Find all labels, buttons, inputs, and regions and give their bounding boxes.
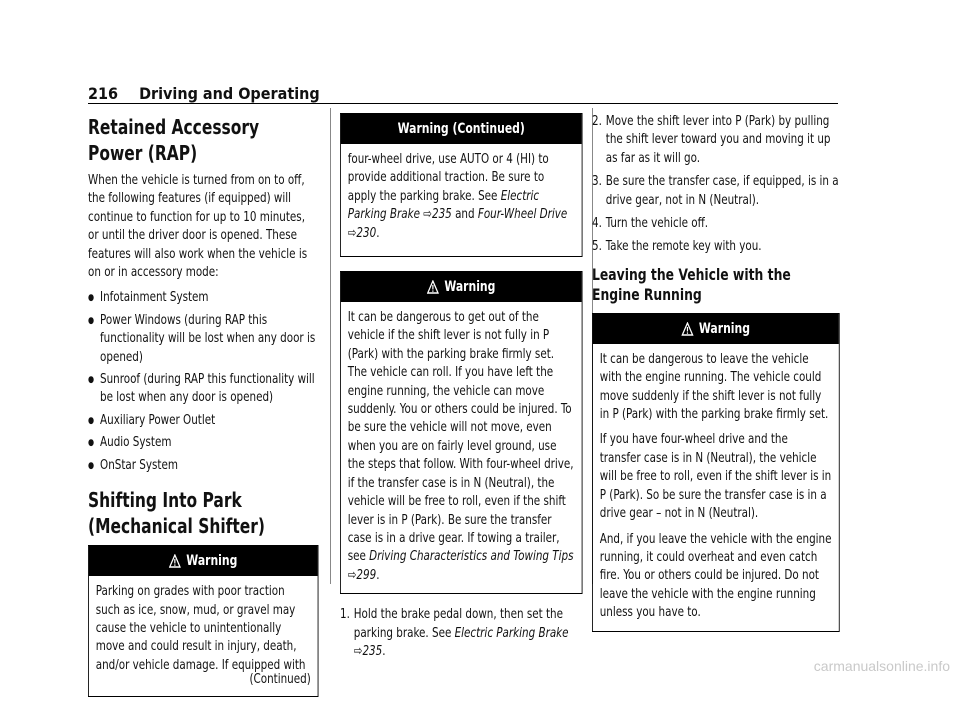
warning-label: Warning	[186, 553, 238, 570]
rap-heading: Retained Accessory Power (RAP)	[88, 115, 260, 165]
list-item: 2. Move the shift lever into P (Park) by pulling the shift lever toward you and moving it up as far as it will go.	[592, 114, 831, 166]
list-item: ● OnStar System	[88, 457, 318, 475]
page-link[interactable]: 299	[356, 567, 377, 583]
column-2	[340, 113, 583, 666]
park-steps-list	[340, 606, 583, 661]
list-item: 4. Turn the vehicle off.	[592, 216, 709, 232]
watermark: carmanualsonline.info	[813, 658, 950, 674]
column-3	[592, 113, 840, 642]
warning-text: four-wheel drive, use AUTO or 4 (HI) to provide additional traction. Be sure to apply the parking brake. See Electric Parking Brake ⇨235 and Four-Wheel Drive ⇨230.	[347, 152, 568, 241]
park-heading: Shifting Into Park (Mechanical Shifter)	[88, 488, 266, 539]
page-reference-link[interactable]: Electric Parking Brake	[454, 625, 569, 641]
page-link[interactable]: 235	[431, 207, 452, 223]
running-header	[88, 84, 320, 103]
column-divider-1	[330, 108, 331, 584]
column-1	[88, 114, 318, 707]
list-item: 1. Hold the brake pedal down, then set the parking brake. See Electric Parking Brake ⇨235.	[340, 607, 569, 659]
warning-header	[341, 272, 582, 302]
list-item: ● Auxiliary Power Outlet	[88, 412, 318, 430]
warning-label: Warning	[698, 320, 750, 337]
header-rule	[88, 103, 838, 104]
list-item: ● Power Windows (during RAP this functionality will be lost when any door is opened)	[88, 312, 318, 367]
warning-box-continued	[340, 113, 583, 257]
page-reference-link[interactable]: Four-Wheel Drive	[477, 207, 568, 223]
section-title: Driving and Operating	[139, 84, 320, 103]
list-item: 5. Take the remote key with you.	[592, 239, 762, 255]
rap-feature-list	[88, 289, 318, 475]
warning-box-engine-running	[592, 313, 840, 632]
page-reference-arrow-icon: ⇨	[423, 207, 432, 223]
page-reference-arrow-icon: ⇨	[347, 225, 357, 241]
warning-text: It can be dangerous to leave the vehicle with the engine running. The vehicle could move suddenly if the shift lever is not fully in P (Park) with the parking brake firmly set.	[599, 351, 829, 423]
page-reference-link[interactable]: Driving Characteristics and Towing Tips	[369, 549, 574, 565]
page-link[interactable]: 235	[362, 643, 383, 659]
warning-box-parking-grades	[88, 545, 318, 696]
continued-label: (Continued)	[249, 672, 311, 688]
leaving-heading: Leaving the Vehicle with the Engine Running	[592, 264, 791, 304]
warning-triangle-icon	[427, 275, 439, 305]
list-item: ● Infotainment System	[88, 289, 318, 307]
warning-header: Warning (Continued)	[341, 114, 582, 144]
warning-triangle-icon	[169, 549, 181, 579]
warning-header	[593, 314, 839, 344]
warning-text: And, if you leave the vehicle with the engine running, it could overheat and even catch fire. You or others could be injured. Do not leave the vehicle with the engine running unless you have to.	[599, 531, 832, 621]
park-steps-list-continued	[592, 113, 840, 257]
warning-label: Warning	[444, 279, 496, 296]
warning-box-park	[340, 271, 583, 594]
warning-text: Parking on grades with poor traction such as ice, snow, mud, or gravel may cause the vehicle to unintentionally move and could result in injury, death, and/or vehicle damage. If equipped with	[95, 584, 306, 673]
list-item: ● Audio System	[88, 434, 318, 452]
warning-header	[89, 546, 318, 576]
page-link[interactable]: 230	[356, 225, 377, 241]
page-number: 216	[88, 84, 119, 103]
page-reference-arrow-icon: ⇨	[353, 643, 363, 659]
list-item: ● Sunroof (during RAP this functionality will be lost when any door is opened)	[88, 371, 318, 408]
warning-triangle-icon	[682, 317, 694, 347]
warning-text: If you have four-wheel drive and the transfer case is in N (Neutral), the vehicle will be free to roll, even if the shift lever is in P (Park). So be sure the transfer case is in a drive gear – not in N (Neutral).	[599, 432, 832, 522]
page-reference-arrow-icon: ⇨	[347, 567, 357, 583]
warning-text: It can be dangerous to get out of the vehicle if the shift lever is not fully in P (Park) with the parking brake firmly set. The vehicle can roll. If you have left the engine running, the vehicle can move suddenly. You or others could be injured. To be sure the vehicle will not move, even when you are on fairly level ground, use the steps that follow. With four-wheel drive, if the transfer case is in N (Neutral), the vehicle will be free to roll, even if the shift lever is in P (Park). Be sure the transfer case is in a drive gear. If towing a trailer, see Driving Characteristics and Towing Tips ⇨299.	[347, 310, 574, 583]
rap-intro: When the vehicle is turned from on to off, the following features (if equipped) will continue to function for up to 10 minutes, or until the driver door is opened. These features will also work when the vehicle is on or in accessory mode:	[88, 173, 308, 281]
list-item: 3. Be sure the transfer case, if equipped, is in a drive gear, not in N (Neutral).	[592, 174, 839, 208]
page-reference-link[interactable]: Electric Parking Brake	[347, 188, 540, 223]
